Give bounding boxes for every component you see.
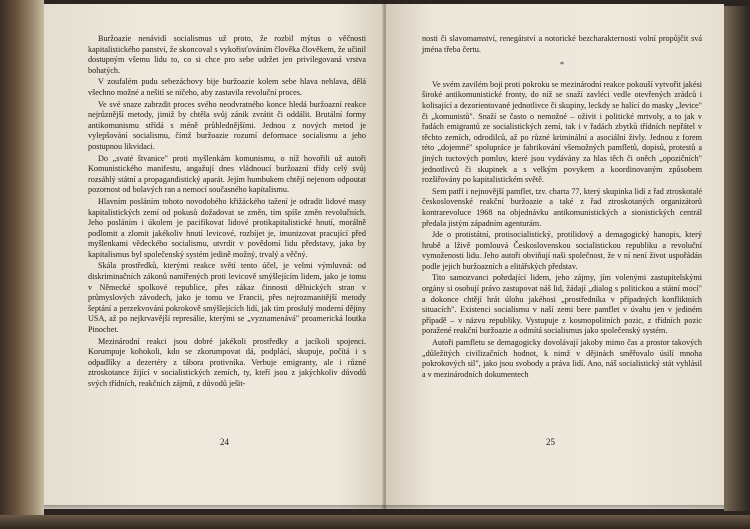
- page-number: 25: [546, 437, 555, 447]
- book-edge-left: [0, 0, 44, 529]
- paragraph: Skála prostředků, kterými reakce světí tento účel, je velmi výmluvná: od diskriminačních zákonů namířených proti levicově smýšlejícím lidem, jako je tomu v Německé spolkové republice, přes zákaz činnosti dělnických stran v průmyslových závodech, jako je tomu ve Francii, přes nejrozmanitější metody šeptání a perzekvování pokrokově smýšlejících lidí, jak tím proslulý moderní dějiny USA, až po nejkrvavější represálie, kterými se „vyznamenává" proamerická loutka Pinochet.: [88, 261, 366, 335]
- paragraph: Hlavním posláním tohoto novodobého křižáckého tažení je odradit lidové masy kapitalistických zemí od pokusů dožadovat se změn, tím spíše změn revolučních. Jeho posláním i úkolem je pacifikovat lidové protikapitalistické hnutí, morálně podlomit a zlomit jakékoliv hnutí levicové, rozbíjet je, imunizovat pracující před myšlenkami vědeckého socialismu, utvrdit v povědomí lidu představy, jako by kapitalismus byl společenský systém jedině možný, trvalý a věčný.: [88, 196, 366, 259]
- section-ornament: *: [560, 60, 564, 70]
- left-page: [44, 4, 384, 509]
- paragraph: Ve svém zavilém boji proti pokroku se mezinárodní reakce pokouší vytvořit jakési široké antikomunistické fronty, do níž se snaží zavléci vedle otevřených zrádců i kolisající a dezorientované jednotlivce či skupiny, leckdy se halící do masky „levice" či „komunistů". Snaží se často o nemožné – oživit i politické mrtvoly, a to jak v řadách emigrantů ze socialistických zemí, tak i v řadách zbytků třídních nepřátel v těchto zemích, odrodilců, až po různé kriminální a asociální živly. Jednou z forem této „dojemné" spolupráce je fabrikování všemožných pamfletů, dopisů, protestů a jiných tuctových pomluv, které jsou vydávány za hlas těch či oněch „opozičních" jednotlivců či skupinek a s velkým povykem a koordinovaným způsobem rozšiřovány po kapitalistickém světě.: [422, 79, 702, 185]
- page-shadow: [44, 505, 724, 511]
- book-edge-right: [724, 6, 750, 511]
- paragraph: Sem patří i nejnovější pamflet, tzv. charta 77, který skupinka lidí z řad ztroskotalé československé reakční buržoazie a také z řad ztroskotaných organizátorů kontrarevoluce 1968 na objednávku antikomunistických a sionistických centrál předala jistým západním agenturám.: [422, 186, 702, 228]
- paragraph: Ve své snaze zabrzdit proces svého neodvratného konce hledá buržoazní reakce nejrůznější metody, jimiž by chtěla svůj zánik zvrátit či oddálit. Brutální formy antikomunismu střídá s méně průhlednějšími. Jednou z nových metod je vylepšování socialismu, čímž buržoazie rozumí deformace socialismu a jeho postupnou likvidaci.: [88, 99, 366, 151]
- paragraph: Tito samozvanci pohrdající lidem, jeho zájmy, jím volenými zastupitelskými orgány si osobují právo zastupovat náš lid, žádají „dialog s politickou a státní mocí" a dokonce chtějí hrát úlohu jakéhosi „prostředníka v případných konfliktních situacích". Existenci socialismu v naší zemi bere pamflet v úvahu jen v jediném případě – v názvu republiky. Vystupuje z kosmopolitních pozic, z třídních pozic poražené reakční buržoazie a odmítá socialismus jako společenský systém.: [422, 273, 702, 336]
- paragraph: Mezinárodní reakci jsou dobré jakékoli prostředky a jacíkoli spojenci. Korumpuje kohokoli, kdo se zkorumpovat dá, podplácí, skupuje, počítá i s odpadlíky a dezertéry z tábora protivníka. Verbuje emigranty, ale i různé ztroskotance žijící v socialistických zemích, ty, kteří jsou z jakýchkoliv důvodů svých třídních, reakčních zájmů, z důvodů ješit-: [88, 336, 366, 388]
- book-edge-bottom: [0, 515, 750, 529]
- right-page-text: [422, 34, 702, 380]
- paragraph: Jde o protistátní, protisocialistický, protilidový a demagogický hanopis, který hrubě a lživě pomlouvá Československou socialistickou republiku a revoluční vymoženosti lidu. Jeho autoři obviňují naši společnost, že v ní není život uspořádán podle jejich buržoazních a elitářských představ.: [422, 230, 702, 271]
- paragraph: Autoři pamfletu se demagogicky dovolávají jakoby mimo čas a prostor takových „důležitých civilizačních hodnot, k nimž v dějinách směřovalo úsilí mnoha pokrokových sil", jako jsou svobody a práva lidí. Ano, náš socialistický stát vyhlásil a v mezinárodních dokumentech: [422, 338, 702, 379]
- right-page: [386, 4, 724, 509]
- paragraph: nosti či slavomamství, renegátství a notorické bezcharakternosti volní propůjčit svá jména třeba čertu.: [422, 34, 702, 54]
- page-number: 24: [220, 437, 229, 447]
- paragraph: Buržoazie nenávidí socialismus už proto, že rozbil mýtus o věčnosti kapitalistického panství, že skoncoval s vykořisťováním člověka člověkem, že učinil dostupným všemu lidu to, co si chce pro sebe udržet jen privilegovaná vrstva bohatých.: [88, 34, 366, 75]
- left-page-text: [88, 34, 366, 390]
- paragraph: Do „svaté štvanice" proti myšlenkám komunismu, o níž hovořili už autoři Komunistického manifestu, angažují dnes vládnoucí buržoazní třídy celý svůj rozsáhlý státní a propagandistický aparát. Jejím humbukem chtějí nejenom odpoutat pozornost od bolavých ran a nemocí současného kapitalismu.: [88, 153, 366, 195]
- paragraph: V zoufalém pudu sebezáchovy bije buržoazie kolem sebe hlava nehlava, dělá všechno možné a nešití se ničeho, aby zastavila revoluční proces.: [88, 77, 366, 97]
